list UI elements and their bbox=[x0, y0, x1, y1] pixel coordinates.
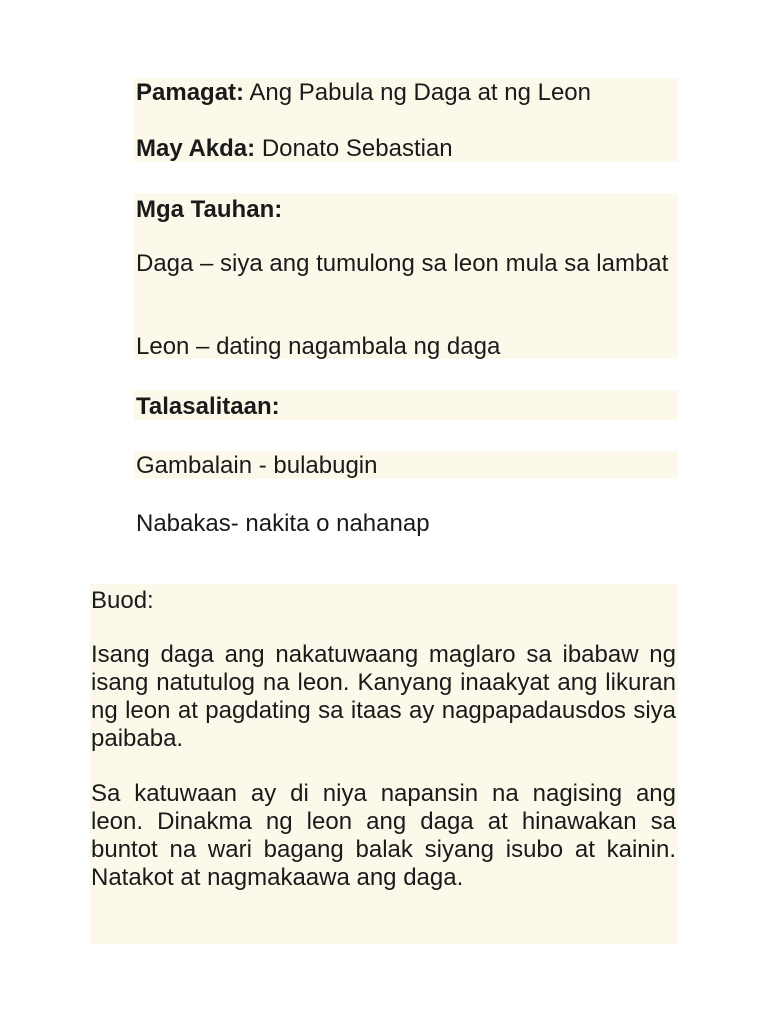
summary-paragraph: Sa katuwaan ay di niya napansin na nagising ang leon. Dinakma ng leon ang daga at hinawakan sa buntot na wari bagang balak siyang isubo at kainin. Natakot at nagmakaawa ang daga. bbox=[91, 780, 676, 891]
summary-paragraph: Isang daga ang nakatuwaang maglaro sa ibabaw ng isang natutulog na leon. Kanyang inaakyat ang likuran ng leon at pagdating sa itaas ay nagpapadausdos siya paibaba. bbox=[91, 641, 676, 752]
title-line bbox=[136, 79, 591, 107]
author-label: May Akda: bbox=[136, 135, 256, 162]
character-item: Daga – siya ang tumulong sa leon mula sa lambat bbox=[136, 250, 669, 277]
author-value: Donato Sebastian bbox=[261, 135, 453, 162]
vocabulary-item: Nabakas- nakita o nahanap bbox=[136, 510, 430, 537]
vocabulary-item: Gambalain - bulabugin bbox=[136, 452, 378, 479]
title-label: Pamagat: bbox=[136, 79, 245, 106]
characters-heading: Mga Tauhan: bbox=[136, 196, 283, 223]
vocabulary-heading: Talasalitaan: bbox=[136, 393, 280, 420]
summary-heading: Buod: bbox=[91, 587, 154, 614]
title-value: Ang Pabula ng Daga at ng Leon bbox=[249, 79, 592, 106]
author-line bbox=[136, 135, 453, 163]
character-item: Leon – dating nagambala ng daga bbox=[136, 333, 501, 360]
